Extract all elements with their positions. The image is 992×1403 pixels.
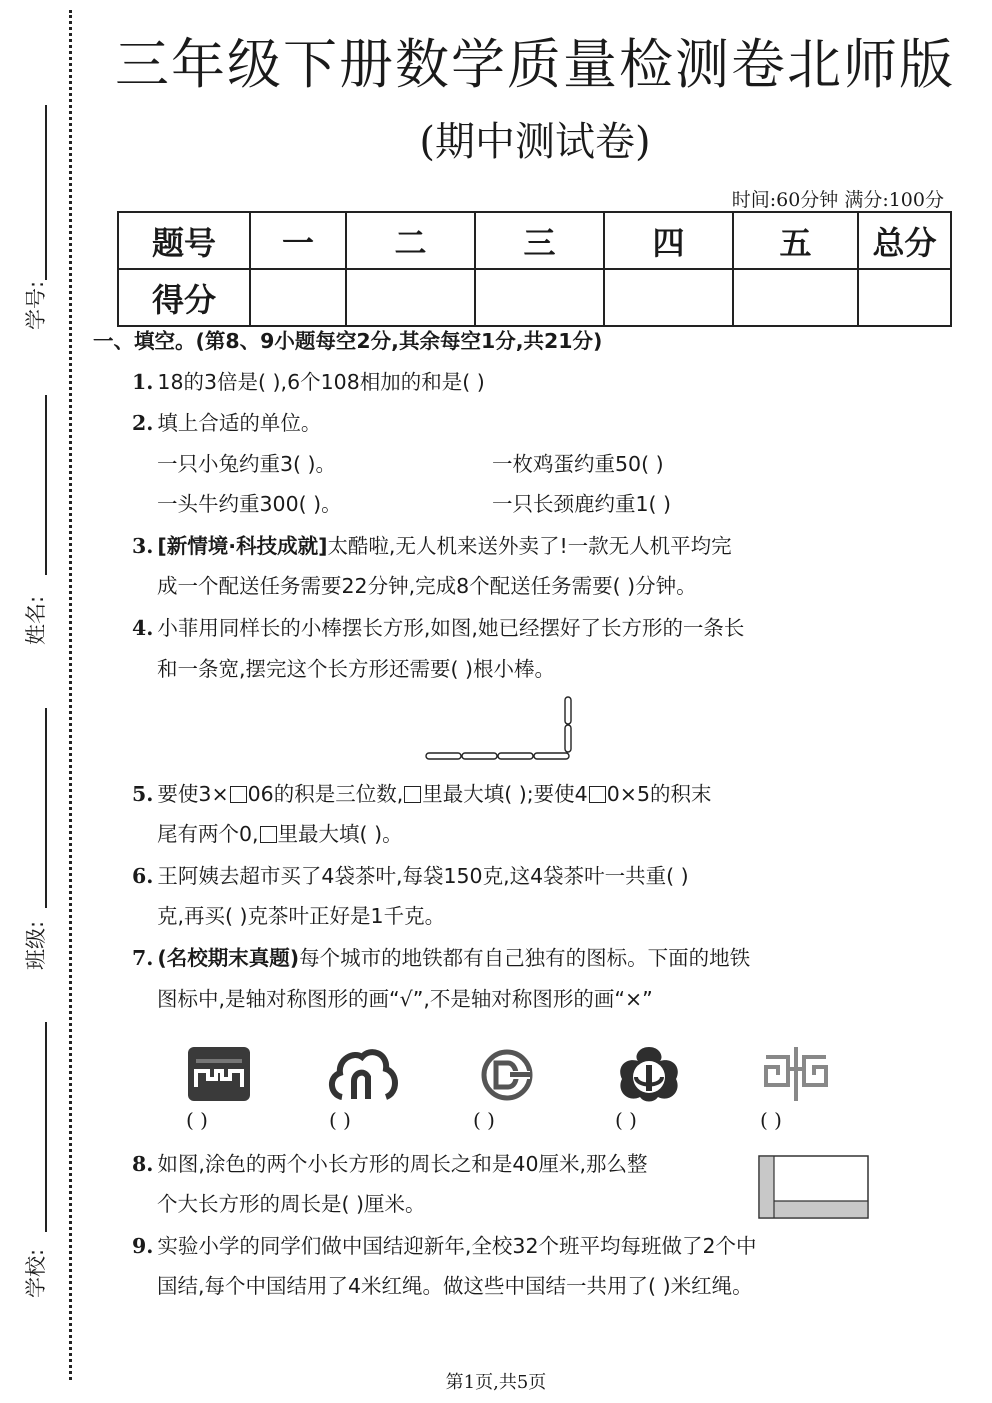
- metro-logo-5-icon: [762, 1045, 830, 1103]
- score-table-score-row: [118, 269, 951, 326]
- question-2-item-b: 一枚鸡蛋约重50( ): [492, 452, 664, 476]
- question-tag: [新情境·科技成就]: [157, 534, 328, 558]
- question-text: 06的积是三位数,: [247, 782, 404, 806]
- question-2-item-a: 一只小兔约重3( )。: [157, 452, 337, 476]
- blank-square: [589, 786, 606, 803]
- rectangle-figure: [758, 1153, 870, 1221]
- question-7: [132, 944, 750, 972]
- question-text: 填上合适的单位。: [157, 411, 322, 435]
- stick-vertical: [565, 697, 571, 724]
- score-row-label: 得分: [118, 269, 250, 326]
- score-header-cell: 一: [250, 212, 346, 269]
- question-3: [132, 532, 732, 560]
- question-text: 18的3倍是( ),6个108相加的和是( ): [157, 370, 485, 394]
- question-text: 如图,涂色的两个小长方形的周长之和是40厘米,那么整: [157, 1152, 648, 1176]
- metro-logo-2-icon: [328, 1045, 400, 1103]
- question-number: 1.: [132, 370, 154, 394]
- section-1-heading: 一、填空。(第8、9小题每空2分,其余每空1分,共21分): [93, 329, 603, 353]
- stick-horizontal: [498, 753, 533, 759]
- score-cell[interactable]: [604, 269, 733, 326]
- question-number: 8.: [132, 1152, 154, 1176]
- metro-logo-3-icon: [478, 1049, 536, 1101]
- question-tag: (名校期末真题): [157, 946, 300, 970]
- metro-logo-4-icon: [616, 1045, 682, 1103]
- score-table-header-row: [118, 212, 951, 269]
- question-2-item-d: 一只长颈鹿约重1( ): [492, 492, 672, 516]
- blank-square: [260, 826, 277, 843]
- answer-blank-5[interactable]: ( ): [760, 1108, 782, 1132]
- score-cell[interactable]: [475, 269, 604, 326]
- question-number: 7.: [132, 946, 154, 970]
- score-header-cell: 总分: [858, 212, 951, 269]
- question-text: 尾有两个0,: [157, 822, 259, 846]
- question-text: 里最大填( )。: [277, 822, 403, 846]
- class-label: 班级:: [24, 920, 48, 970]
- question-2-item-c: 一头牛约重300( )。: [157, 492, 342, 516]
- stick-horizontal: [426, 753, 461, 759]
- score-header-cell: 二: [346, 212, 475, 269]
- answer-blank-3[interactable]: ( ): [473, 1108, 495, 1132]
- question-number: 3.: [132, 534, 154, 558]
- binding-dotted-line: [69, 10, 72, 1380]
- question-4: [132, 614, 744, 642]
- question-8: [132, 1150, 648, 1178]
- answer-blank-4[interactable]: ( ): [615, 1108, 637, 1132]
- score-header-cell: 四: [604, 212, 733, 269]
- question-number: 4.: [132, 616, 154, 640]
- question-8-line-2: 个大长方形的周长是( )厘米。: [157, 1192, 426, 1216]
- shaded-rectangle-vertical: [760, 1157, 774, 1217]
- question-text: 每个城市的地铁都有自己独有的图标。下面的地铁: [299, 946, 751, 970]
- stick-horizontal: [462, 753, 497, 759]
- answer-blank-1[interactable]: ( ): [186, 1108, 208, 1132]
- question-6: [132, 862, 689, 890]
- score-cell[interactable]: [858, 269, 951, 326]
- question-number: 6.: [132, 864, 154, 888]
- metro-logo-1-icon: [188, 1047, 250, 1101]
- blank-square: [404, 786, 421, 803]
- page-title: 三年级下册数学质量检测卷北师版: [115, 33, 955, 96]
- page-number: 第1页,共5页: [445, 1372, 547, 1393]
- score-cell[interactable]: [346, 269, 475, 326]
- stick-vertical: [565, 725, 571, 752]
- name-label: 姓名:: [24, 595, 48, 645]
- sticks-figure: [422, 694, 582, 764]
- question-number: 5.: [132, 782, 154, 806]
- shaded-rectangle-horizontal: [774, 1201, 867, 1217]
- school-line: [45, 1022, 47, 1232]
- answer-blank-2[interactable]: ( ): [329, 1108, 351, 1132]
- question-text: 0×5的积末: [606, 782, 712, 806]
- question-text: 小菲用同样长的小棒摆长方形,如图,她已经摆好了长方形的一条长: [157, 616, 745, 640]
- name-line: [45, 395, 47, 575]
- score-cell[interactable]: [733, 269, 858, 326]
- stick-horizontal: [534, 753, 569, 759]
- blank-square: [230, 786, 247, 803]
- score-table: [117, 211, 952, 327]
- question-5: [132, 780, 711, 808]
- question-9-line-2: 国结,每个中国结用了4米红绳。做这些中国结一共用了( )米红绳。: [157, 1274, 753, 1298]
- school-label: 学校:: [24, 1248, 48, 1298]
- student-id-line: [45, 105, 47, 280]
- page-subtitle: (期中测试卷): [419, 119, 651, 165]
- score-header-cell: 三: [475, 212, 604, 269]
- question-7-line-2: 图标中,是轴对称图形的画“√”,不是轴对称图形的画“×”: [157, 987, 653, 1011]
- class-line: [45, 708, 47, 908]
- question-text: 里最大填( );要使4: [422, 782, 588, 806]
- question-6-line-2: 克,再买( )克茶叶正好是1千克。: [157, 904, 446, 928]
- question-9: [132, 1232, 757, 1260]
- question-5-line-2: [157, 820, 403, 848]
- question-2: [132, 409, 321, 437]
- question-text: 王阿姨去超市买了4袋茶叶,每袋150克,这4袋茶叶一共重( ): [157, 864, 689, 888]
- student-id-label: 学号:: [24, 280, 48, 330]
- question-text: 实验小学的同学们做中国结迎新年,全校32个班平均每班做了2个中: [157, 1234, 757, 1258]
- score-header-cell: 五: [733, 212, 858, 269]
- score-header-label: 题号: [118, 212, 250, 269]
- score-cell[interactable]: [250, 269, 346, 326]
- question-text: 太酷啦,无人机来送外卖了!一款无人机平均完: [327, 534, 732, 558]
- question-3-line-2: 成一个配送任务需要22分钟,完成8个配送任务需要( )分钟。: [157, 574, 697, 598]
- question-number: 2.: [132, 411, 154, 435]
- question-1: [132, 368, 485, 396]
- question-4-line-2: 和一条宽,摆完这个长方形还需要( )根小棒。: [157, 657, 556, 681]
- time-info: 时间:60分钟 满分:100分: [731, 189, 944, 211]
- question-text: 要使3×: [157, 782, 229, 806]
- question-number: 9.: [132, 1234, 154, 1258]
